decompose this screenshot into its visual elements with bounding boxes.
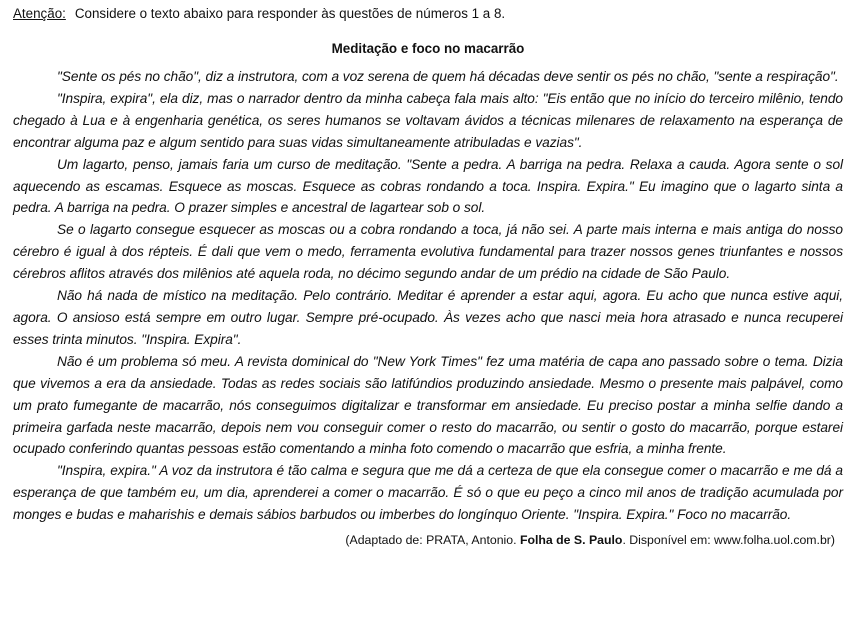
citation-source: Folha de S. Paulo xyxy=(519,533,623,548)
paragraph-3: Um lagarto, penso, jamais faria um curso de meditação. "Sente a pedra. A barriga na pedra. Relaxa a cauda. Agora sente o sol aquecendo as escamas. Esquece as moscas. Esquece as cobras rondando a toca. Inspira. Expira." Eu imagino que o lagarto sinta a pedra. A barriga na pedra. O prazer simples e ancestral de lagartear sob o sol. xyxy=(13,156,843,216)
paragraph-7: "Inspira, expira." A voz da instrutora é tão calma e segura que me dá a certeza de que ela consegue comer o macarrão e me dá a esperança de que também eu, um dia, aprenderei a comer o macarrão. É só o que eu peço a cinco mil anos de tradição acumulada por monges e budas e maharishis e demais sábios barbudos ou imberbes do longínquo Oriente. "Inspira. Expira." Foco no macarrão. xyxy=(13,463,843,523)
paragraph-6: Não é um problema só meu. A revista dominical do "New York Times" fez uma matéria de capa ano passado sobre o tema. Dizia que vivemos a era da ansiedade. Todas as redes sociais são latifúndios produzindo ansiedade. Mesmo o presente mais palpável, como um prato fumegante de macarrão, nós conseguimos digitalizar e transformar em ansiedade. Eu preciso postar a minha selfie dando a primeira garfada neste macarrão, depois nem vou conseguir comer o resto do macarrão, ou sentir o gosto do macarrão, porque estarei ocupado conferindo quantas pessoas estão comentando a minha foto comendo o macarrão que esfria, a minha frente. xyxy=(13,353,843,457)
citation-suffix: . Disponível em: www.folha.uol.com.br) xyxy=(622,533,835,548)
article-body xyxy=(13,66,843,526)
article-title: Meditação e foco no macarrão xyxy=(331,41,525,56)
paragraph-2: "Inspira, expira", ela diz, mas o narrador dentro da minha cabeça fala mais alto: "Eis então que no início do terceiro milênio, tendo chegado à Lua e à engenharia genética, os seres humanos se voltavam ávidos a técnicas milenares de relaxamento na esperança de encontrar alguma paz e algum sentido para suas vidas simultaneamente atribuladas e vazias". xyxy=(13,90,843,150)
citation xyxy=(13,533,843,548)
paragraph-4: Se o lagarto consegue esquecer as moscas ou a cobra rondando a toca, já não sei. A parte mais interna e mais antiga do nosso cérebro é igual à dos répteis. É dali que vem o medo, ferramenta evolutiva fundamental para trazer nossos genes triunfantes e nossos cérebros aflitos através dos milênios até aquela roda, no décimo segundo andar de um prédio na cidade de São Paulo. xyxy=(13,222,843,282)
attention-instruction: Considere o texto abaixo para responder às questões de números 1 a 8. xyxy=(74,6,506,21)
paragraph-5: Não há nada de místico na meditação. Pelo contrário. Meditar é aprender a estar aqui, agora. Eu acho que nunca estive aqui, agora. O ansioso está sempre em outro lugar. Sempre pré-ocupado. Às vezes acho que nasci meia hora atrasado e nunca recuperei esses trinta minutos. "Inspira. Expira". xyxy=(13,288,843,347)
attention-line xyxy=(13,5,843,22)
paragraph-1: "Sente os pés no chão", diz a instrutora, com a voz serena de quem há décadas deve sentir os pés no chão, "sente a respiração". xyxy=(57,69,839,84)
attention-label: Atenção: xyxy=(13,6,66,21)
citation-prefix: (Adaptado de: PRATA, Antonio. xyxy=(345,533,520,548)
